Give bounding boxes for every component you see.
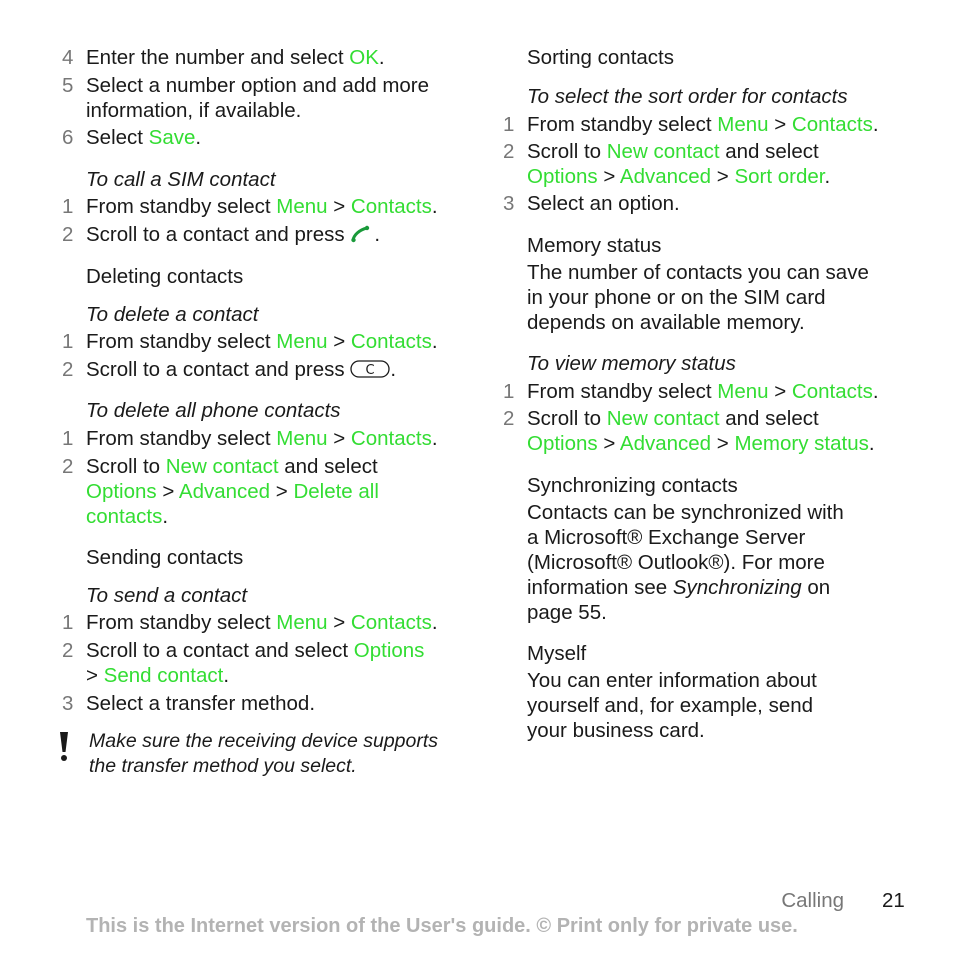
myself-heading: Myself xyxy=(527,642,587,665)
advanced-link[interactable]: Advanced xyxy=(619,432,712,455)
menu-link[interactable]: Menu xyxy=(276,195,328,218)
send-contact-link[interactable]: Send contact xyxy=(103,664,224,687)
exclamation-icon xyxy=(58,731,70,768)
contacts-link[interactable]: Contacts xyxy=(791,113,873,136)
sorting-contacts-heading: Sorting contacts xyxy=(527,46,674,69)
new-contact-link[interactable]: New contact xyxy=(606,140,720,163)
advanced-link[interactable]: Advanced xyxy=(619,165,712,188)
delete-contact-heading: To delete a contact xyxy=(86,303,259,326)
sync-contacts-heading: Synchronizing contacts xyxy=(527,474,738,497)
ok-link[interactable]: OK xyxy=(349,46,379,69)
contacts-link[interactable]: Contacts xyxy=(791,380,873,403)
delete-all-link[interactable]: Delete all xyxy=(293,480,379,503)
contacts-link[interactable]: Contacts xyxy=(350,611,432,634)
menu-link[interactable]: Menu xyxy=(717,113,769,136)
new-contact-link[interactable]: New contact xyxy=(165,455,279,478)
clear-key-icon xyxy=(350,359,390,385)
options-link[interactable]: Options xyxy=(527,165,598,188)
page-number: 21 xyxy=(882,889,905,912)
menu-link[interactable]: Menu xyxy=(717,380,769,403)
memory-status-heading: Memory status xyxy=(527,234,662,257)
sort-order-heading: To select the sort order for contacts xyxy=(527,85,848,108)
sort-order-link[interactable]: Sort order xyxy=(734,165,825,188)
options-link[interactable]: Options xyxy=(353,639,425,662)
advanced-link[interactable]: Advanced xyxy=(178,480,271,503)
delete-all-link-cont[interactable]: contacts xyxy=(86,505,163,528)
section-name: Calling xyxy=(781,889,844,912)
call-key-icon xyxy=(350,224,374,250)
options-link[interactable]: Options xyxy=(527,432,598,455)
contacts-link[interactable]: Contacts xyxy=(350,427,432,450)
save-link[interactable]: Save xyxy=(148,126,196,149)
disclaimer: This is the Internet version of the User's guide. © Print only for private use. xyxy=(86,915,798,937)
note-text: Make sure the receiving device supports the transfer method you select. xyxy=(89,730,439,777)
menu-link[interactable]: Menu xyxy=(276,330,328,353)
options-link[interactable]: Options xyxy=(86,480,157,503)
send-contact-heading: To send a contact xyxy=(86,584,248,607)
svg-text:C: C xyxy=(365,363,375,378)
menu-link[interactable]: Menu xyxy=(276,611,328,634)
menu-link[interactable]: Menu xyxy=(276,427,328,450)
contacts-link[interactable]: Contacts xyxy=(350,330,432,353)
sync-crossref: Synchronizing xyxy=(672,576,802,599)
deleting-contacts-heading: Deleting contacts xyxy=(86,265,244,288)
sim-contact-heading: To call a SIM contact xyxy=(86,168,276,191)
view-memory-heading: To view memory status xyxy=(527,352,736,375)
memory-status-link[interactable]: Memory status xyxy=(734,432,869,455)
contacts-link[interactable]: Contacts xyxy=(350,195,432,218)
new-contact-link[interactable]: New contact xyxy=(606,407,720,430)
sending-contacts-heading: Sending contacts xyxy=(86,546,244,569)
delete-all-heading: To delete all phone contacts xyxy=(86,399,341,422)
